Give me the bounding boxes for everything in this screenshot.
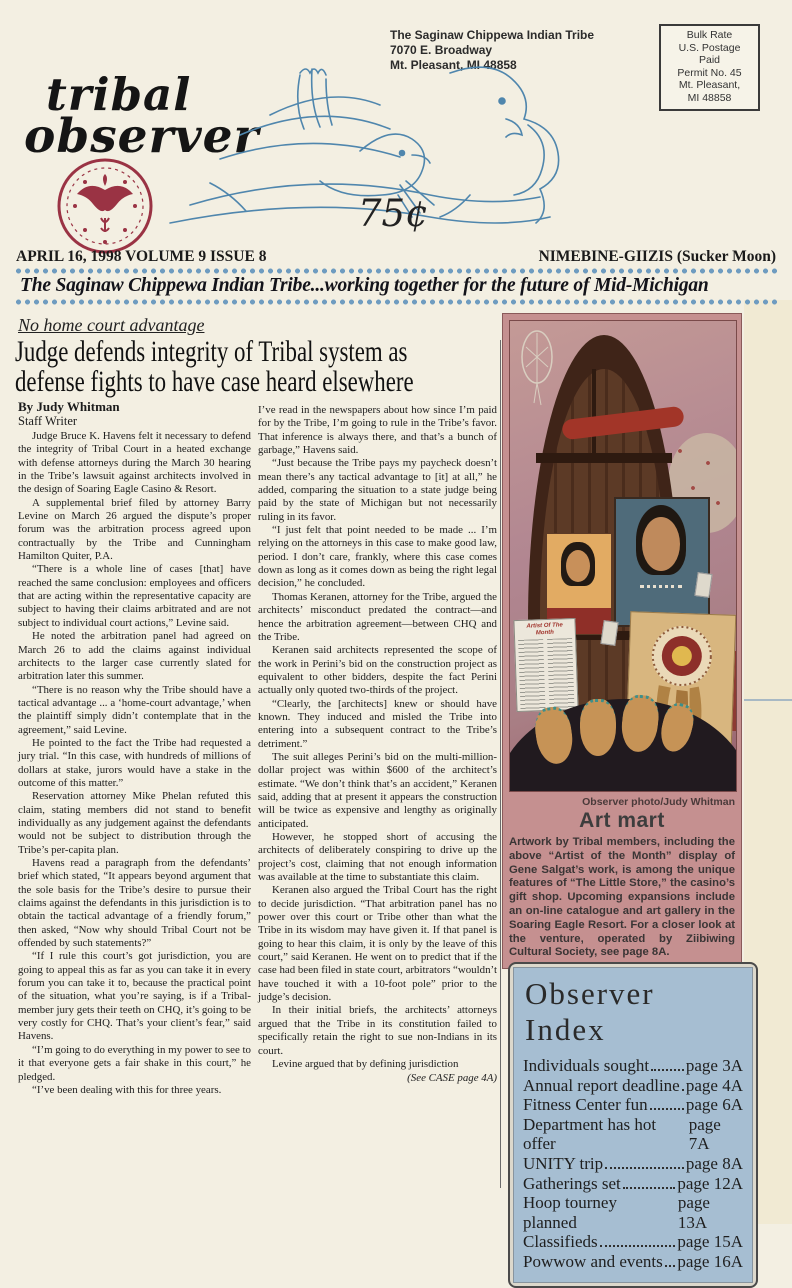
issue-date: APRIL 16, 1998 VOLUME 9 ISSUE 8 [16,248,267,265]
article-paragraph: “There is a whole line of cases [that] have reached the same conclusion: employees and officers that are acting within the representative capacity are subject to having their claims arbitrated and are not subject to individual court actions,” Levine said. [18,563,251,629]
index-dot-leader [600,1245,676,1247]
byline-title: Staff Writer [18,414,78,428]
index-entry-page: page 8A [685,1153,743,1173]
index-entry-label: Powwow and events [523,1251,663,1271]
article-paragraph: He pointed to the fact the Tribe had requested a jury trial. “In this case, with hundreds of millions of dollars at stake, jurors would have a stake in the outcome of this matter.” [18,736,251,789]
index-entry [523,1076,743,1096]
scan-fold-line [744,699,792,701]
article-paragraph: “Clearly, the [architects] knew or should have known. They induced and misled the Tribe into entering into a subsequent contract to the Tribe’s detriment.” [258,697,497,750]
text-line: The Saginaw Chippewa Indian Tribe [390,28,595,42]
index-entry [523,1154,743,1174]
observer-index-box [508,962,758,1288]
article-paragraph: Levine argued that by defining jurisdiction [272,1057,459,1070]
index-dot-leader [623,1187,676,1189]
leather-pouch [580,699,616,756]
observer-index-inner [513,967,753,1283]
tagline: The Saginaw Chippewa Indian Tribe...working together for the future of Mid-Michigan [20,275,709,296]
photo-credit: Observer photo/Judy Whitman [582,796,735,808]
divider-chain-top [14,268,778,274]
article-paragraph: “I’ve been dealing with this for three years. [32,1083,222,1096]
tribal-seal-icon [55,156,155,256]
article-paragraph: I’ve read in the newspapers about how since I’m paid for by the Tribe, I’m going to rule in the Tribe’s favor. That inference is always there, and that’s a bunch of garbage,” Havens said. [258,404,497,457]
doll-face [566,550,590,582]
headline-line1: Judge defends integrity of Tribal system as [15,336,408,368]
dateline [16,248,776,266]
index-entry-page: page 13A [677,1193,710,1232]
article-paragraph: “I’m going to do everything in my power to see to it that everyone gets a fair shake in this court,” he pledged. [18,1043,251,1083]
portrait-face [642,517,680,571]
canoe-shelf-upper [536,453,672,463]
index-entry-label: Classifieds [523,1232,598,1252]
continuation-note: (See CASE page 4A) [407,1072,497,1085]
article-headline [15,337,519,397]
photo-caption-title: Art mart [579,809,665,832]
article-paragraph: Reservation attorney Mike Phelan refuted this claim, stating members did not stand to benefit individually as any judgement against the defendants would not be subject to distribution through the Tribe’s per-capita plan. [18,790,251,856]
index-entry-page: page 3A [685,1056,743,1075]
moon-name: NIMEBINE-GIIZIS (Sucker Moon) [538,248,776,265]
article-paragraph: The suit alleges Perini’s bid on the multi-million-dollar project was within $600 of the architect’s estimate. “We don’t think that’s an accident,” Keranen said, adding that at present it appears the construction will be twice as expensive and lengthy as originally anticipated. [258,750,497,830]
photo-block [502,313,742,969]
index-entry-label: Hoop tourney planned [523,1193,617,1232]
index-dot-leader [682,1089,684,1091]
portrait-necklace [640,577,682,588]
index-dot-leader [665,1265,676,1267]
canoe-mast-cord [592,369,596,453]
index-dot-leader [650,1108,684,1110]
sign-title: Artist Of The Month [526,622,563,637]
article-column-2 [258,404,497,1086]
article-paragraph: He noted the arbitration panel had agreed on March 26 to add the claims against individual architects to the larger case currently slated for arbitration later this summer. [18,630,251,683]
index-entry-page: page 6A [685,1095,743,1115]
portrait-painting [614,497,710,627]
art-mart-photo [509,320,737,792]
dreamcatcher-icon [514,327,560,417]
index-entry [523,1252,743,1272]
text-line: Mt. Pleasant, MI 48858 [390,58,517,72]
sign-text-lines [518,638,574,712]
column-rule [500,340,501,1188]
article-paragraph: “There is no reason why the Tribe should have a tactical advantage ... a ‘home-court advantage,’ when the plaintiff simply didn’t contemplate that in the agreement,” said Levine. [18,683,251,736]
index-entry-page: page 4A [685,1075,743,1095]
headline-line2: defense fights to have case heard elsewhere [15,366,414,398]
article-paragraph: A supplemental brief filed by attorney Barry Levine on March 26 argued the dispute’s proper forum was the arbitration process agreed upon contractually by the Tribe and Cunningham Hamilton Quiter, P.A. [18,496,251,563]
text-line: MI 48858 [687,91,732,104]
index-dot-leader [605,1167,684,1169]
text-line: Permit No. 45 [677,66,742,79]
index-entry [523,1174,743,1194]
index-entry [523,1232,743,1252]
index-entries [523,1056,743,1272]
article-paragraph: “If I rule this court’s got jurisdiction, you are going to appeal this as far as you can take it in every forum you can take it to, because the practical point of the situation, what you’re saying, is if a Tribal-member jury gets their teeth on CHQ, it’s going to be very costly for CHQ. That’s your client’s fear,” said Havens. [18,950,251,1043]
index-entry-label: Department has hot offer [523,1114,657,1154]
index-entry-label: Individuals sought [523,1056,650,1075]
article-column-2-paragraphs [258,404,497,1071]
byline: By Judy Whitman [18,399,120,414]
index-entry [523,1095,743,1115]
index-entry-label: Annual report deadline [523,1075,680,1095]
article-paragraph: In their initial briefs, the architects’ attorneys argued that the Tribe in its constitution failed to specifically retain the right to sue non-Indians in its court. [258,1004,497,1057]
index-entry-page: page 12A [677,1173,743,1193]
text-line: Bulk Rate [686,29,733,41]
index-entry-page: page 16A [677,1251,743,1271]
photo-caption-text: Artwork by Tribal members, including the above “Artist of the Month” display of Gene Salgat’s work, is among the unique features of “The Little Store,” the casino’s gift shop. Upcoming expansions include an on-line catalogue and art gallery in the Soaring Eagle Resort. For a closer look at the venture, operated by Ziibiwing Cultural Society, see page 8A. [509,836,735,959]
index-entry [523,1056,743,1076]
masthead-title-line2: observer [24,109,260,165]
article-paragraph: Keranen said architects represented the scope of the work in Perini’s bid on the construction project as equivalent to other bidders, despite the fact Perini actually only quoted two-thirds of the project. [258,644,497,697]
index-entry [523,1193,743,1232]
index-entry [523,1115,743,1154]
article-kicker: No home court advantage [18,315,205,335]
article-column-1 [18,430,251,1097]
artist-of-month-sign [513,618,578,712]
bulk-rate-permit-box [659,24,760,111]
index-entry-page: page 15A [677,1232,743,1252]
index-dot-leader [651,1069,684,1071]
index-entry-label: Fitness Center fun [523,1095,648,1115]
masthead-title-line1: tribal [46,68,192,121]
article-paragraph: Keranen also argued the Tribal Court has the right to decide jurisdiction. “That arbitration panel has no power over this court or Tribe other than what the Tribe in its wisdom may have given it. If that panel is going to hear this claim, it is only by the leave of this court,” said Keranen. He went on to predict that if the case had been filed in state court, arbitrators “wouldn’t have touched it with a 10-foot pole” prior to the judge’s decision. [258,884,498,1004]
article-paragraph: Judge Bruce K. Havens felt it necessary to defend the integrity of Tribal Court in a heated exchange with defense attorneys during the March 30 hearing in the Tribe’s lawsuit against architects involved in the design of Soaring Eagle Casino & Resort. [18,430,251,496]
text-line: Mt. Pleasant, [678,79,741,91]
article-paragraph: “I just felt that point needed to be made ... I’m relying on the attorneys in this case to make good law, period. I don’t care, frankly, where this case comes down as long as it comes down as being the right legal decision,” he concluded. [258,524,497,590]
article-paragraph: Thomas Keranen, attorney for the Tribe, argued the architects’ misconduct predated the contract—and hence the arbitration agreement—between CHQ and the Tribe. [258,590,497,643]
text-line: Paid [698,54,720,66]
text-line: 7070 E. Broadway [390,43,493,57]
text-line: U.S. Postage [678,41,741,54]
article-paragraph: “Just because the Tribe pays my paycheck doesn’t mean there’s any tactical advantage to [it] at all,” he added, comparing the situation to a state judge being paid by the state of Michigan but not necessarily ruling in its favor. [258,457,497,523]
article-paragraph: However, he stopped short of accusing the architects of deliberately conspiring to drive up the project’s cost, claiming that not enough information was available at the time to substantiate this claim. [258,831,497,884]
divider-chain-bottom [14,299,778,305]
index-entry-label: Gatherings set [523,1173,621,1193]
price: 75¢ [358,192,429,235]
article-paragraph: Havens read a paragraph from the defendants’ brief which stated, “It appears beyond argument that the sole basis for the Tribe’s desire to pursue their claims against the defendants in this jurisdiction is to obtain the tactical advantage of a friendly forum,” then asked, “Now why should Tribal Court not be offended by such statements?” [18,857,251,950]
index-title: Observer Index [525,976,655,1047]
index-entry-label: UNITY trip [523,1153,604,1173]
index-entry-page: page 7A [688,1114,721,1154]
